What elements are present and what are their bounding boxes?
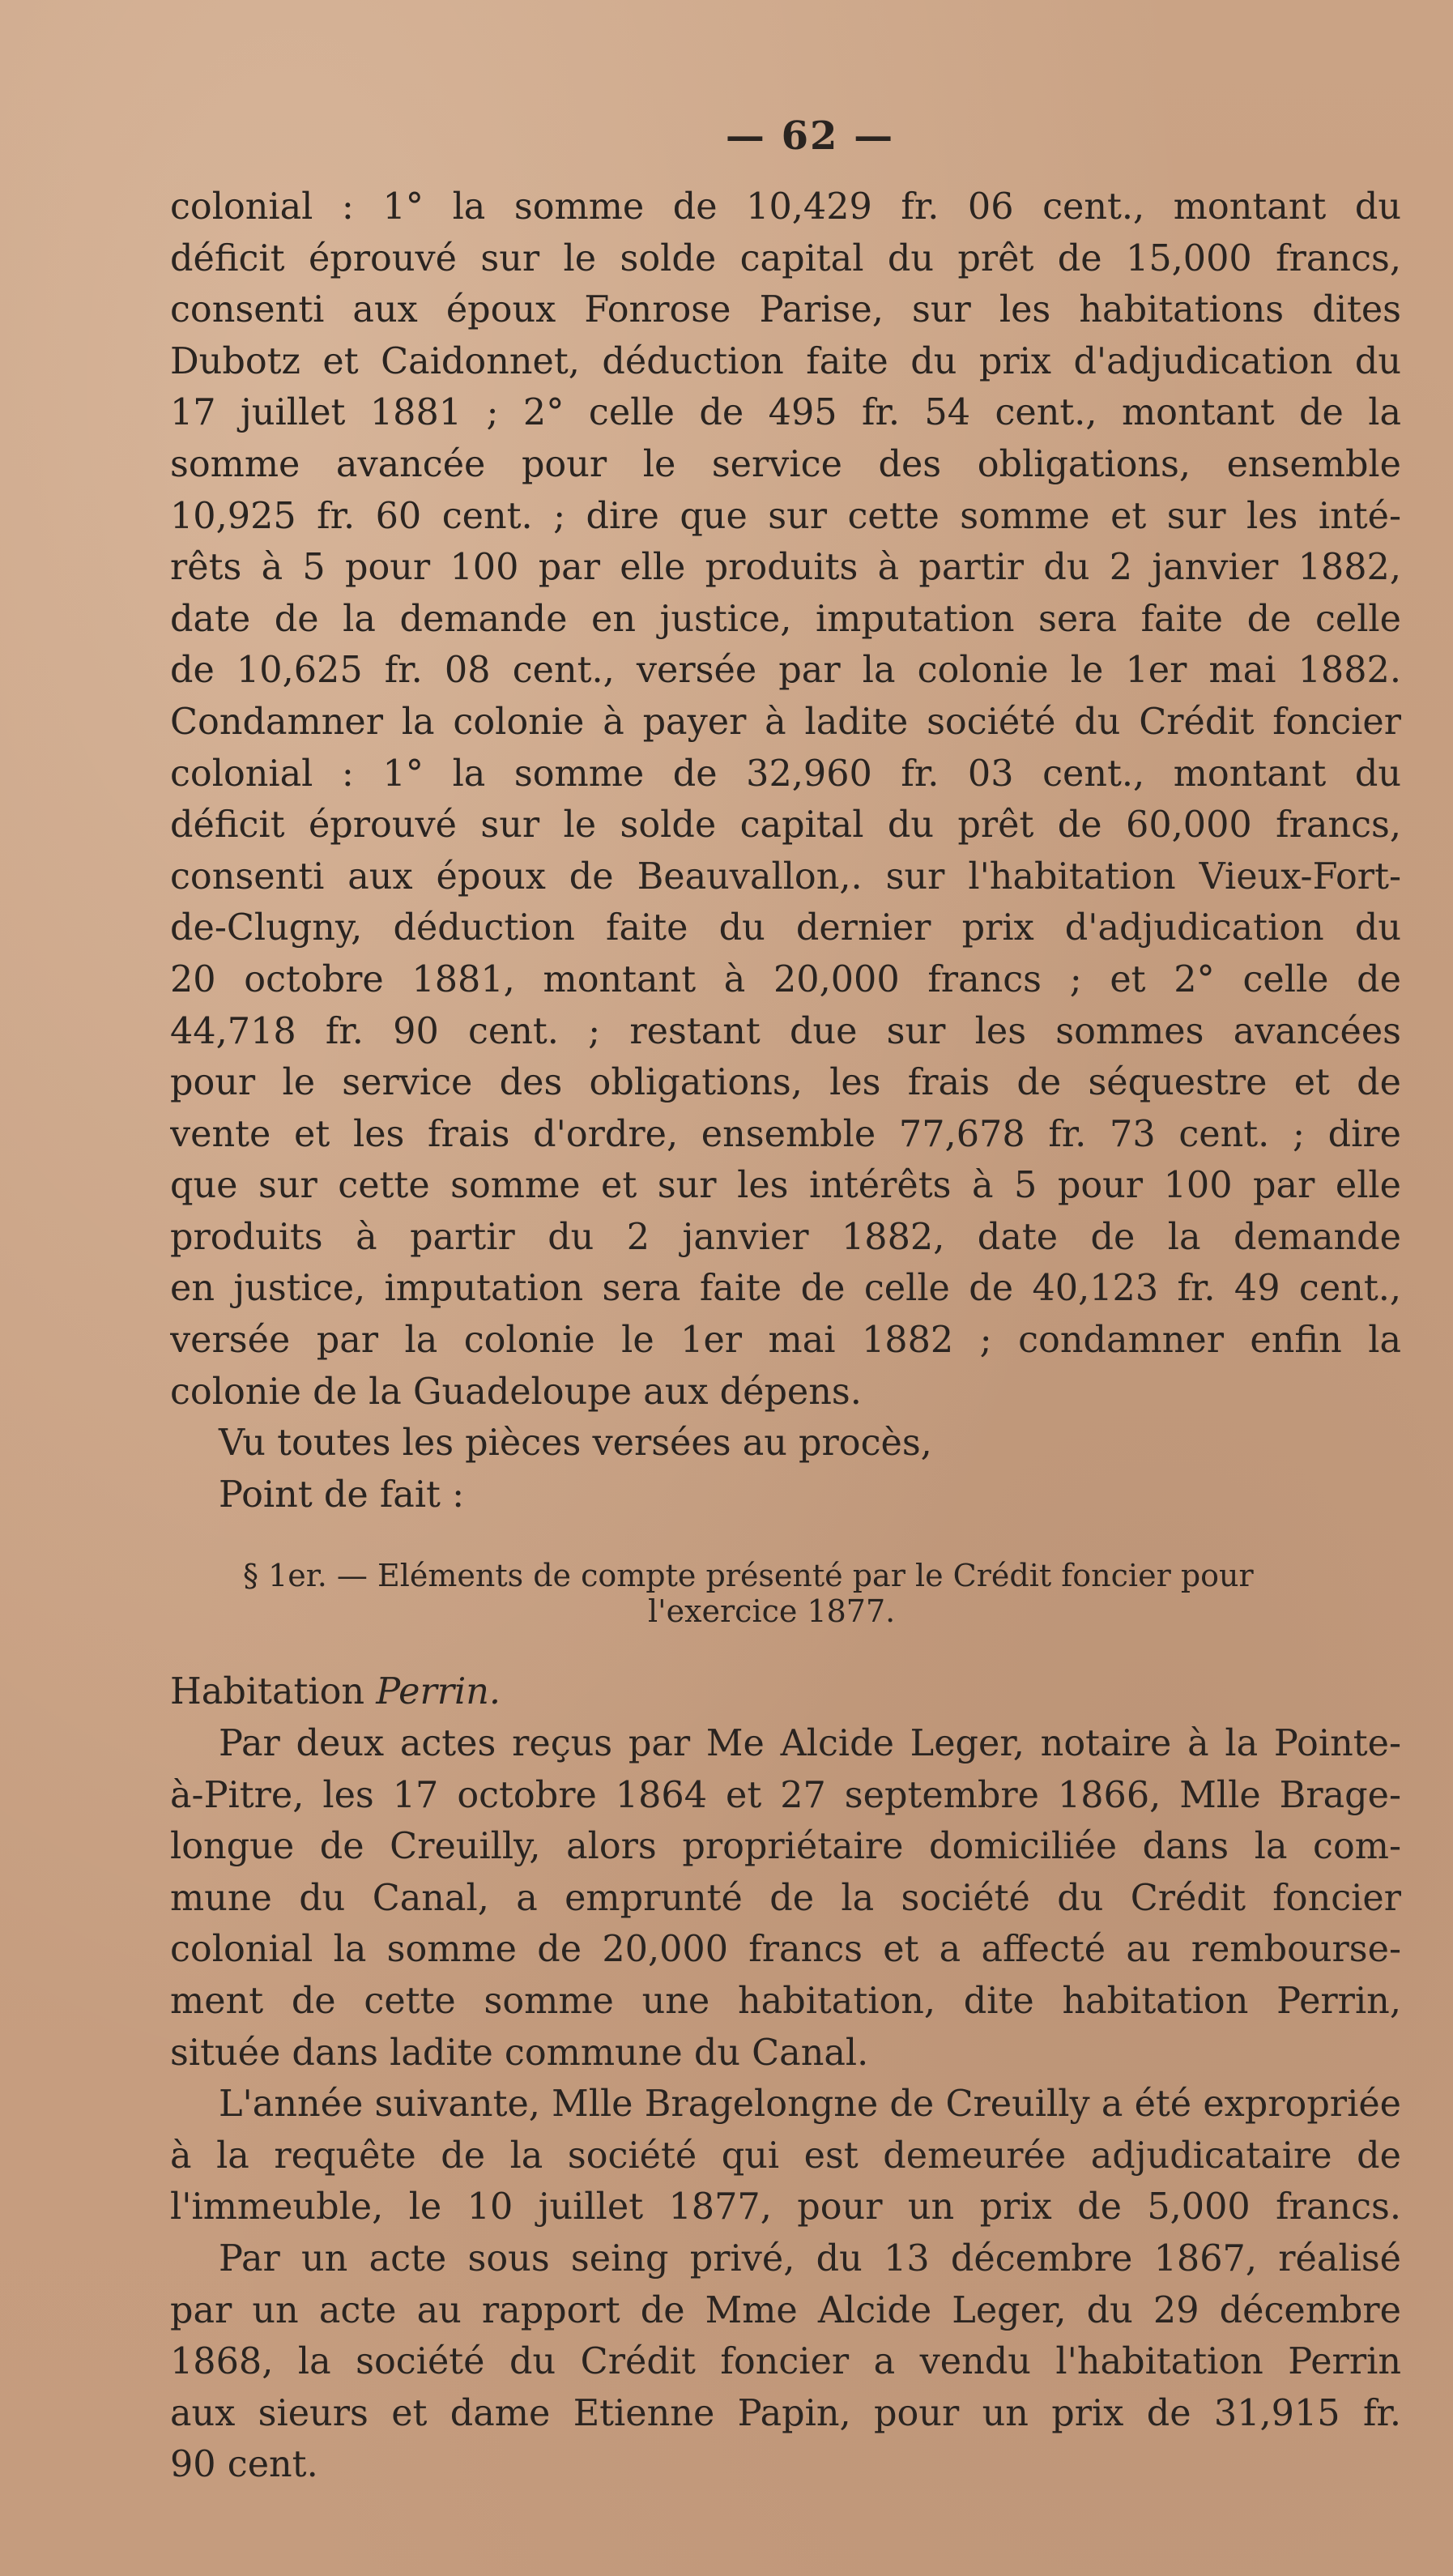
text-line: 10,925 fr. 60 cent. ; dire que sur cette somme et sur les inté-: [170, 495, 1401, 537]
text-line: de 10,625 fr. 08 cent., versée par la colonie le 1er mai 1882.: [170, 650, 1401, 692]
text-line: consenti aux époux Fonrose Parise, sur les habitations dites: [170, 289, 1401, 331]
text-line: longue de Creuilly, alors propriétaire domiciliée dans la com-: [170, 1826, 1401, 1868]
text-line: rêts à 5 pour 100 par elle produits à partir du 2 janvier 1882,: [170, 547, 1401, 589]
paragraph-2: [170, 697, 1401, 1418]
text-line: L'année suivante, Mlle Bragelongne de Creuilly a été expropriée: [219, 2083, 1401, 2126]
text-line: 20 octobre 1881, montant à 20,000 francs ; et 2° celle de: [170, 958, 1401, 1000]
text-line: déficit éprouvé sur le solde capital du prêt de 60,000 francs,: [170, 804, 1401, 847]
text-line: colonial la somme de 20,000 francs et a affecté au rembourse-: [170, 1929, 1401, 1971]
text-line: versée par la colonie le 1er mai 1882 ; condamner enfin la: [170, 1320, 1401, 1362]
text-line: ment de cette somme une habitation, dite habitation Perrin,: [170, 1981, 1401, 2022]
text-line: aux sieurs et dame Etienne Papin, pour un prix de 31,915 fr.: [170, 2392, 1401, 2434]
text-line: 17 juillet 1881 ; 2° celle de 495 fr. 54 cent., montant de la: [170, 392, 1401, 434]
text-line: l'immeuble, le 10 juillet 1877, pour un prix de 5,000 francs.: [170, 2186, 1401, 2228]
page-number: — 62 —: [725, 113, 895, 159]
text-line: déficit éprouvé sur le solde capital du prêt de 15,000 francs,: [170, 237, 1401, 279]
section-heading-line-2: l'exercice 1877.: [648, 1593, 896, 1630]
text-line: pour le service des obligations, les frais de séquestre et de: [170, 1062, 1401, 1104]
text-line: mune du Canal, a emprunté de la société du Crédit foncier: [170, 1877, 1401, 1919]
text-line: Condamner la colonie à payer à ladite société du Crédit foncier: [170, 701, 1401, 743]
text-line: par un acte au rapport de Mme Alcide Leger, du 29 décembre: [170, 2289, 1401, 2331]
text-line: colonial : 1° la somme de 32,960 fr. 03 cent., montant du: [170, 753, 1401, 795]
text-line: 44,718 fr. 90 cent. ; restant due sur les sommes avancées: [170, 1010, 1401, 1052]
point-de-fait-line: Point de fait :: [219, 1474, 465, 1516]
text-line: somme avancée pour le service des obligations, ensemble: [170, 443, 1401, 485]
text-line: Par deux actes reçus par Me Alcide Leger, notaire à la Pointe-: [219, 1723, 1401, 1765]
text-line: Dubotz et Caidonnet, déduction faite du prix d'adjudication du: [170, 340, 1401, 382]
section-heading: [170, 1558, 1401, 1634]
spacer: [170, 1634, 1401, 1666]
spacer: [170, 1520, 1401, 1558]
text-line: que sur cette somme et sur les intérêts à 5 pour 100 par elle: [170, 1165, 1401, 1207]
text-line: située dans ladite commune du Canal.: [170, 2032, 869, 2074]
paragraph-1: [170, 181, 1401, 697]
text-line: consenti aux époux de Beauvallon,. sur l'habitation Vieux-Fort-: [170, 855, 1401, 898]
text-line: colonie de la Guadeloupe aux dépens.: [170, 1371, 862, 1413]
text-line: en justice, imputation sera faite de celle de 40,123 fr. 49 cent.,: [170, 1268, 1401, 1310]
paragraph-5: [170, 2233, 1401, 2491]
paragraph-4: [170, 2079, 1401, 2233]
text-line: 90 cent.: [170, 2444, 318, 2486]
habitation-name: Perrin.: [376, 1671, 501, 1713]
section-heading-line-1: § 1er. — Eléments de compte présenté par le Crédit foncier pour: [243, 1558, 1254, 1594]
text-line: date de la demande en justice, imputation sera faite de celle: [170, 598, 1401, 640]
text-line: à la requête de la société qui est demeurée adjudicataire de: [170, 2135, 1401, 2177]
habitation-title: [170, 1666, 1401, 1718]
text-line: de-Clugny, déduction faite du dernier prix d'adjudication du: [170, 907, 1401, 949]
text-line: colonial : 1° la somme de 10,429 fr. 06 cent., montant du: [170, 186, 1401, 228]
text-line: produits à partir du 2 janvier 1882, date de la demande: [170, 1216, 1401, 1258]
habitation-label: Habitation: [170, 1671, 365, 1713]
vu-line: Vu toutes les pièces versées au procès,: [219, 1422, 932, 1465]
paragraph-3: [170, 1718, 1401, 2079]
text-line: vente et les frais d'ordre, ensemble 77,678 fr. 73 cent. ; dire: [170, 1113, 1401, 1155]
document-page: [170, 113, 1401, 2491]
text-line: 1868, la société du Crédit foncier a vendu l'habitation Perrin: [170, 2341, 1401, 2383]
text-line: Par un acte sous seing privé, du 13 décembre 1867, réalisé: [219, 2237, 1401, 2280]
text-line: à-Pitre, les 17 octobre 1864 et 27 septembre 1866, Mlle Brage-: [170, 1774, 1401, 1816]
